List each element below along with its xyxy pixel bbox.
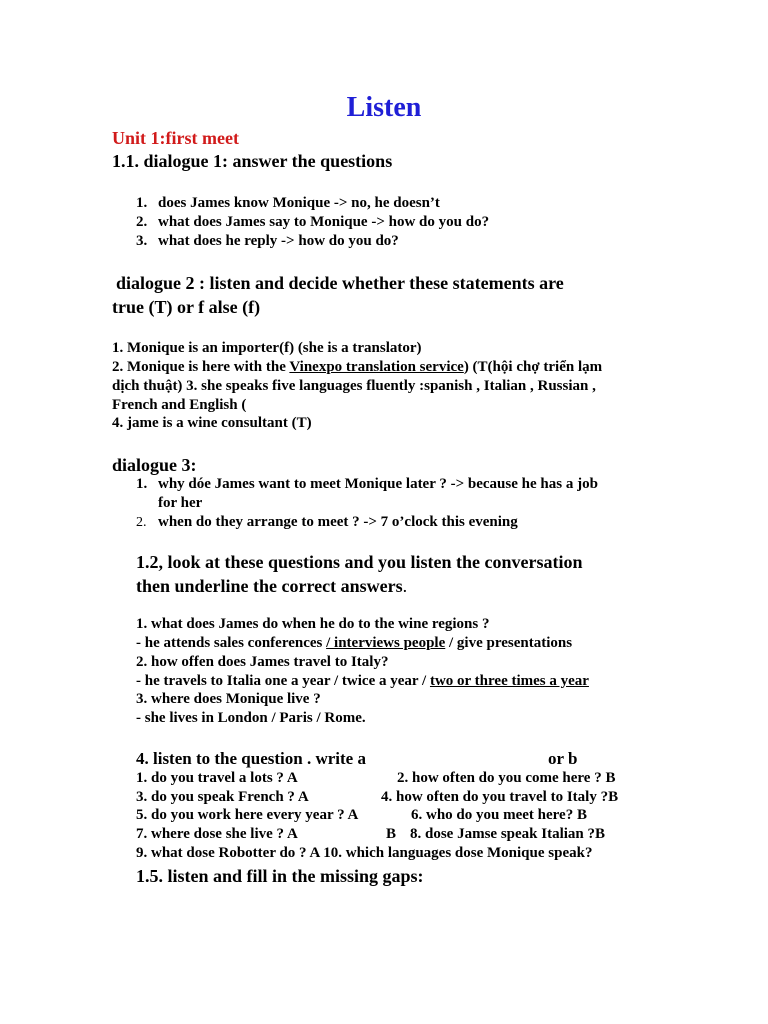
list-item: why dóe James want to meet Monique later ? -> because he has a job	[158, 476, 598, 492]
list-item: what does he reply -> how do you do?	[158, 233, 399, 249]
statement-line: 4. jame is a wine consultant (T)	[112, 415, 312, 431]
list-item: when do they arrange to meet ? -> 7 o’clock this evening	[158, 514, 518, 530]
section-1-5-heading: 1.5. listen and fill in the missing gaps:	[136, 866, 424, 886]
question-right: 6. who do you meet here? B	[411, 807, 587, 823]
section-4-heading-end: or b	[548, 749, 578, 768]
list-item: what does James say to Monique -> how do you do?	[158, 214, 490, 230]
question-left: 3. do you speak French ? A	[136, 789, 309, 805]
section-1-2-heading-cont: then underline the correct answers.	[136, 576, 408, 596]
list-number: 2.	[136, 515, 147, 530]
section-4-heading: 4. listen to the question . write a	[136, 749, 366, 768]
list-number: 3.	[136, 233, 148, 249]
question-left: 5. do you work here every year ? A	[136, 807, 359, 823]
dialogue-2-heading-cont: true (T) or f alse (f)	[112, 297, 261, 317]
answer-line: - she lives in London / Paris / Rome.	[136, 710, 366, 726]
question-right: 8. dose Jamse speak Italian ?B	[410, 826, 606, 842]
dialogue-3-heading: dialogue 3:	[112, 455, 197, 475]
list-number: 2.	[136, 214, 148, 230]
page-title: Listen	[346, 92, 422, 123]
statement-line: dịch thuật) 3. she speaks five languages fluently :spanish , Italian , Russian ,	[112, 378, 596, 394]
dialogue-2-heading: dialogue 2 : listen and decide whether these statements are	[116, 273, 564, 293]
list-number: 1.	[136, 476, 148, 492]
answer-line: - he travels to Italia one a year / twice a year / two or three times a year	[136, 673, 589, 689]
question-right: 4. how often do you travel to Italy ?B	[381, 789, 619, 805]
question-left: 9. what dose Robotter do ? A 10. which languages dose Monique speak?	[136, 845, 593, 861]
question-line: 3. where does Monique live ?	[136, 691, 321, 707]
list-number: 1.	[136, 195, 148, 211]
question-mid: B	[386, 826, 397, 842]
section-1-2-heading: 1.2, look at these questions and you listen the conversation	[136, 552, 583, 572]
question-line: 1. what does James do when he do to the wine regions ?	[136, 616, 490, 632]
question-line: 2. how offen does James travel to Italy?	[136, 654, 389, 670]
vinexpo-link-text: Vinexpo translation service	[289, 359, 464, 375]
statement-line: 2. Monique is here with the Vinexpo translation service) (T(hội chợ triển lạm	[112, 359, 603, 375]
question-right: 2. how often do you come here ? B	[397, 770, 616, 786]
section-1-1-heading: 1.1. dialogue 1: answer the questions	[112, 151, 393, 171]
unit-heading: Unit 1:first meet	[112, 128, 239, 148]
answer-line: - he attends sales conferences / interviews people / give presentations	[136, 635, 573, 651]
list-item: does James know Monique -> no, he doesn’t	[158, 195, 440, 211]
statement-line: French and English (	[112, 397, 247, 413]
question-left: 1. do you travel a lots ? A	[136, 770, 298, 786]
question-left: 7. where dose she live ? A	[136, 826, 298, 842]
list-item-cont: for her	[158, 495, 203, 511]
statement-line: 1. Monique is an importer(f) (she is a translator)	[112, 340, 422, 356]
